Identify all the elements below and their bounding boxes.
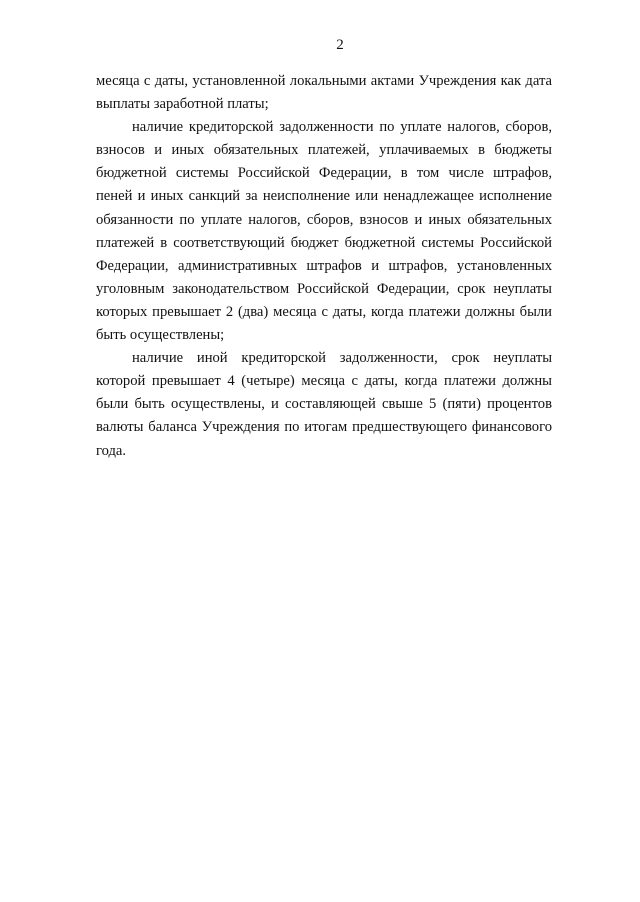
document-body	[96, 70, 552, 463]
paragraph-continuation: месяца с даты, установленной локальными актами Учреждения как дата выплаты заработной платы;	[96, 73, 552, 113]
paragraph-tax-arrears: наличие кредиторской задолженности по уплате налогов, сборов, взносов и иных обязательных платежей, уплачиваемых в бюджеты бюджетной системы Российской Федерации, в том числе штрафов, пеней и иных санкций за неисполнение или ненадлежащее исполнение обязанности по уплате налогов, сборов, взносов и иных обязательных платежей в соответствующий бюджет бюджетной системы Российской Федерации, административных штрафов и штрафов, установленных уголовным законодательством Российской Федерации, срок неуплаты которых превышает 2 (два) месяца с даты, когда платежи должны были быть осуществлены;	[96, 119, 552, 344]
paragraph-other-arrears: наличие иной кредиторской задолженности, срок неуплаты которой превышает 4 (четыре) месяца с даты, когда платежи должны были быть осуществлены, и составляющей свыше 5 (пяти) процентов валюты баланса Учреждения по итогам предшествующего финансового года.	[96, 350, 552, 459]
page-number: 2	[336, 37, 344, 53]
